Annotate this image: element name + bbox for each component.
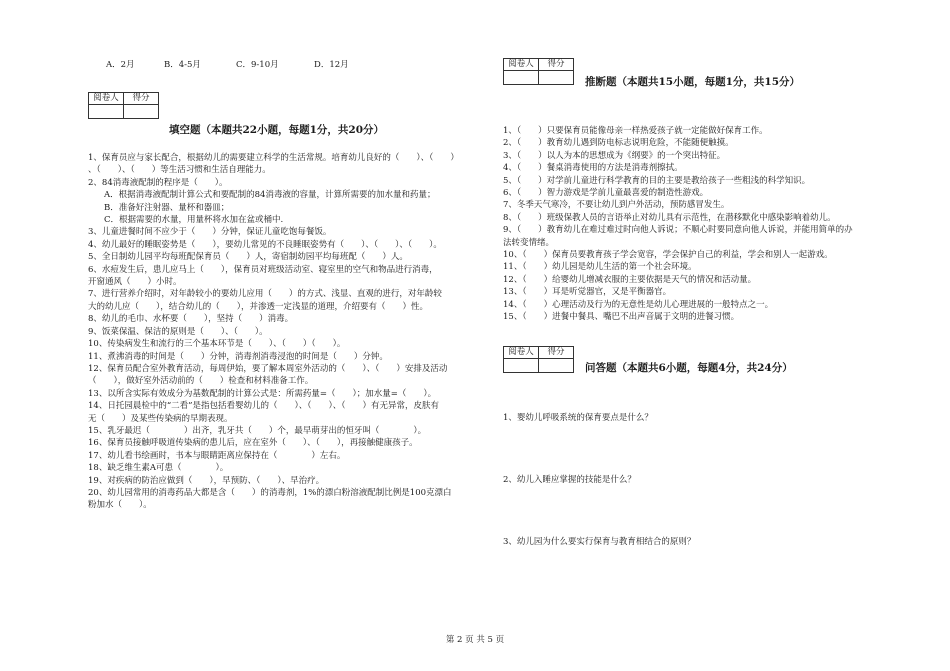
score-label: 得分 (124, 93, 159, 105)
question-line: 7、进行营养介绍时，对年龄较小的要幼儿应用（ ）的方式、浅显、直观的进行，对年龄较 (88, 289, 442, 300)
question-line: 12、保育员配合室外教育活动，每周伊始，要了解本周室外活动的（ ）、（ ）安排及活动 (88, 363, 448, 374)
question-line: 15、（ ）进餐中餐具、嘴巴不出声音属于文明的进餐习惯。 (503, 312, 740, 323)
score-label: 得分 (539, 59, 574, 71)
question-line: 14、（ ）心理活动及行为的无意性是幼儿心理进展的一般特点之一。 (503, 299, 774, 310)
question-line: 1、（ ）只要保育员能像母亲一样热爱孩子就一定能做好保育工作。 (503, 126, 768, 136)
question-line: 5、全日制幼儿园平均每班配保育员（ ）人，寄宿制幼园平均每班配（ ）人。 (88, 252, 408, 263)
question-line: 18、缺乏维生素A可患（ ）。 (88, 463, 229, 474)
question-line: 2、（ ）教育幼儿遇到防电标志说明危险，不能随便触摸。 (503, 138, 734, 149)
question-line: 20、幼儿园常用的消毒药品大都是含（ ）的消毒剂，1%的漂白粉溶液配制比例是100克漂白 (88, 487, 452, 498)
question-line: A．根据消毒液配制计算公式和要配制的84消毒液的容量，计算所需要的加水量和药量； (104, 190, 436, 201)
question-line: 6、水痘发生后，患儿应马上（ ），保育员对班级活动室、寝室里的空气和物品进行消毒， (88, 264, 438, 275)
question-line: 粉加水（ ）。 (88, 500, 152, 511)
qa-questions (503, 412, 908, 548)
question-line: C．根据需要的水量，用量杯将水加在盆或桶中. (104, 215, 284, 226)
question-line: 6、（ ）智力游戏是学前儿童最喜爱的制造性游戏。 (503, 188, 709, 199)
option-b: B．4-5月 (164, 60, 201, 70)
question-line: B．准备好注射器、量杯和器皿； (104, 202, 230, 213)
question-line: 法转变情绪。 (503, 237, 555, 248)
section-title: 推断题（本题共15小题，每题1分，共15分） (585, 76, 801, 88)
reviewer-cell (504, 358, 539, 372)
question-line: 1、保育员应与家长配合，根据幼儿的需要建立科学的生活常规。培育幼儿良好的（ ）、（ ） (88, 153, 459, 163)
question-line: 10、（ ）保育员要教育孩子学会宽容，学会保护自己的利益，学会和别人一起游戏。 (503, 250, 833, 261)
question-line: 12、（ ）给婴幼儿增减衣服的主要依据是天气的情况和活动量。 (503, 274, 757, 285)
question-line: 17、幼儿看书绘画时，书本与眼睛距离应保持在（ ）左右。 (88, 450, 346, 461)
qa-question: 1、婴幼儿呼吸系统的保育要点是什么？ (503, 412, 653, 423)
question-line: 9、饭菜保温、保洁的原则是（ ）、（ ）。 (88, 326, 268, 337)
fill-section-header (88, 92, 493, 134)
judge-questions (503, 125, 908, 324)
question-line: 11、（ ）幼儿园是幼儿生活的第一个社会环境。 (503, 262, 697, 273)
question-line: 16、保育员接触呼吸道传染病的患儿后，应在室外（ ）、（ ），再接触健康孩子。 (88, 438, 418, 449)
reviewer-label: 阅卷人 (89, 93, 124, 105)
question-line: 3、儿童进餐时间不应少于（ ）分钟，保证儿童吃饱每餐饭。 (88, 227, 332, 238)
judge-section-header (503, 58, 908, 88)
question-line: （ ），做好室外活动前的（ ）检查和材料准备工作。 (88, 376, 314, 387)
question-line: 8、（ ）班级保教人员的言语举止对幼儿具有示范性，在潜移默化中感染影响着幼儿。 (503, 212, 836, 223)
score-box (88, 92, 159, 119)
score-box (503, 58, 574, 85)
reviewer-cell (504, 71, 539, 85)
answer-options (106, 56, 493, 72)
question-line: 15、乳牙最迟（ ）出齐，乳牙共（ ）个，最早萌芽出的恒牙叫（ ）。 (88, 425, 427, 436)
question-line: 8、幼儿的毛巾、水杯要（ ），坚持（ ）消毒。 (88, 314, 294, 325)
score-box (503, 346, 574, 373)
question-line: 4、幼儿最好的睡眠姿势是（ ），要幼儿常见的不良睡眠姿势有（ ）、（ ）、（ ）。 (88, 239, 442, 250)
question-line: 大的幼儿应（ ），结合幼儿的（ ），并渗透一定浅显的道理，介绍要有（ ）性。 (88, 301, 429, 312)
question-line: 4、（ ）餐桌消毒使用的方法是消毒剂擦拭。 (503, 163, 683, 174)
question-line: 14、日托园晨检中的“二看”是指包括看婴幼儿的（ ）、（ ）、（ ）有无异常，皮肤有 (88, 401, 440, 412)
reviewer-cell (89, 105, 124, 119)
question-line: 11、煮沸消毒的时间是（ ）分钟，消毒剂消毒浸泡的时间是（ ）分钟。 (88, 351, 388, 362)
score-cell (539, 71, 574, 85)
qa-question: 2、幼儿入睡应掌握的技能是什么？ (503, 474, 636, 485)
question-line: 2、84消毒液配制的程序是（ ）。 (88, 177, 228, 188)
question-line: 7、冬季天气寒冷，不要让幼儿到户外活动，预防感冒发生。 (503, 200, 730, 211)
left-column (88, 56, 493, 512)
option-d: D．12月 (314, 60, 349, 70)
question-line: 13、（ ）耳是听觉器官，又是平衡器官。 (503, 287, 672, 298)
question-line: 9、（ ）教育幼儿在难过难过时向他人诉说；不顺心时要同意向他人诉说，并能用简单的办 (503, 225, 853, 236)
score-cell (124, 105, 159, 119)
section-title: 问答题（本题共6小题，每题4分，共24分） (585, 361, 793, 374)
qa-question: 3、幼儿园为什么要实行保育与教育相结合的原则？ (503, 536, 696, 547)
question-line: 13、以所含实际有效成分为基数配制的计算公式是：所需药量=（ ）；加水量=（ ）。 (88, 388, 437, 399)
score-cell (539, 358, 574, 372)
option-a: A．2月 (106, 60, 135, 70)
score-label: 得分 (539, 346, 574, 358)
question-line: 10、传染病发生和流行的三个基本环节是（ ）、（ ）（ ）。 (88, 339, 346, 350)
section-title: 填空题（本题共22小题，每题1分，共20分） (169, 124, 385, 136)
right-column (503, 58, 908, 548)
question-line: 开窗通风（ ）小时。 (88, 277, 182, 288)
question-line: 5、（ ）对学前儿童进行科学教育的目的主要是教给孩子一些粗浅的科学知识。 (503, 175, 811, 186)
qa-section-header (503, 346, 908, 380)
reviewer-label: 阅卷人 (504, 59, 539, 71)
option-c: C．9-10月 (236, 60, 279, 70)
page-footer: 第 2 页 共 5 页 (445, 635, 505, 645)
question-line: 3、（ ）以人为本的思想成为《纲要》的一个突出特征。 (503, 150, 726, 161)
question-line: 19、对疾病的防治应做到（ ），早预防、（ ）、早治疗。 (88, 475, 325, 486)
fill-questions (88, 152, 493, 512)
question-line: 无（ ）及某些传染病的早期表现。 (88, 413, 233, 424)
question-line: 、（ ）、（ ）等生活习惯和生活自理能力。 (88, 165, 271, 176)
reviewer-label: 阅卷人 (504, 346, 539, 358)
